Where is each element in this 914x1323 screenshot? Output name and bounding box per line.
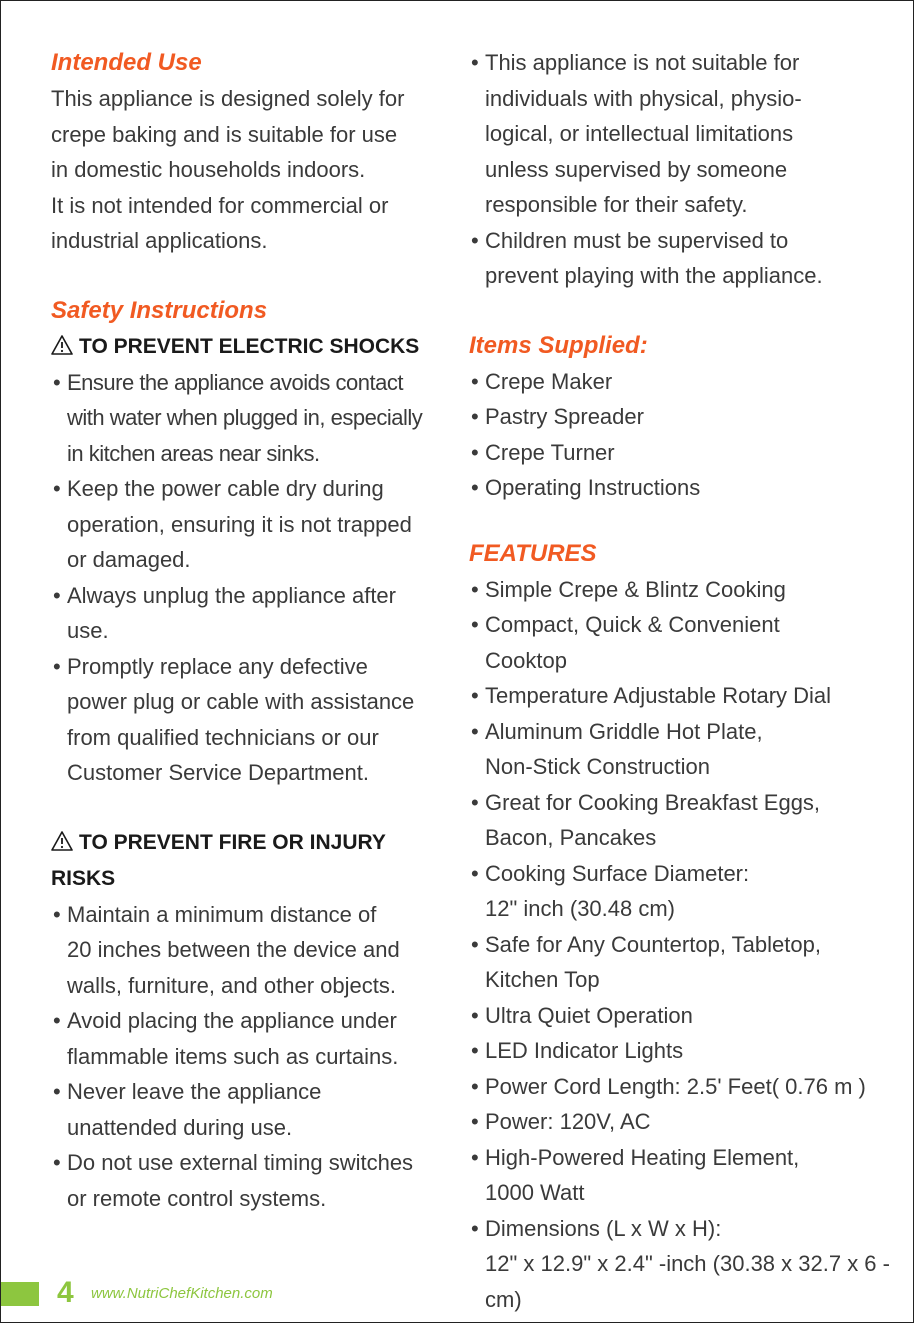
list-item: • Simple Crepe & Blintz Cooking (469, 572, 909, 608)
warning-text-continued: RISKS (51, 866, 116, 890)
list-item: • Crepe Turner (469, 435, 909, 471)
features-heading: FEATURES (469, 539, 597, 567)
list-item: • Always unplug the appliance after use. (51, 578, 451, 649)
intended-use-line: It is not intended for commercial or (51, 192, 389, 218)
page-footer (1, 1276, 401, 1310)
list-item: • Crepe Maker (469, 364, 909, 400)
intended-use-line: This appliance is designed solely for (51, 86, 405, 111)
intended-use-heading: Intended Use (51, 49, 202, 76)
list-item: • High-Powered Heating Element, 1000 Watt (469, 1140, 909, 1211)
intended-use-line: industrial applications. (51, 228, 268, 253)
list-item: • This appliance is not suitable for individuals with physical, physio- logical, or intellectual limitations unless supervised by someone responsible for their safety. (469, 45, 909, 223)
warning-icon (51, 831, 73, 851)
warning-icon (51, 335, 73, 355)
intended-use-line: crepe baking and is suitable for use (51, 121, 398, 147)
website-link[interactable]: www.NutriChefKitchen.com (91, 1285, 273, 1302)
list-item: • Compact, Quick & Convenient Cooktop (469, 607, 909, 678)
right-column (469, 45, 909, 1317)
list-item: • Temperature Adjustable Rotary Dial (469, 678, 909, 714)
list-item: • Operating Instructions (469, 470, 909, 506)
features-list (469, 572, 909, 1318)
footer-accent-bar (1, 1282, 39, 1306)
warning-text: TO PREVENT ELECTRIC SHOCKS (79, 334, 420, 358)
fire-injury-list (51, 897, 451, 1217)
safety-instructions-heading: Safety Instructions (51, 296, 268, 324)
list-item: • Never leave the appliance unattended during use. (51, 1074, 451, 1145)
items-supplied-heading: Items Supplied: (469, 331, 648, 359)
spacer (469, 294, 909, 328)
list-item: • Safe for Any Countertop, Tabletop, Kitchen Top (469, 927, 909, 998)
list-item: • Cooking Surface Diameter: 12" inch (30.48 cm) (469, 856, 909, 927)
list-item: • LED Indicator Lights (469, 1033, 909, 1069)
list-item: • Do not use external timing switches or remote control systems. (51, 1145, 451, 1216)
warning-text: TO PREVENT FIRE OR INJURY (79, 830, 386, 854)
list-item: • Power Cord Length: 2.5' Feet( 0.76 m ) (469, 1069, 909, 1105)
list-item: • Ultra Quiet Operation (469, 998, 909, 1034)
left-column (51, 45, 451, 1216)
list-item: • Promptly replace any defective power plug or cable with assistance from qualified technicians or our Customer Service Department. (51, 649, 451, 791)
list-item: • Dimensions (L x W x H): 12" x 12.9" x 2.4" -inch (30.38 x 32.7 x 6 -cm) (469, 1211, 909, 1318)
list-item: • Aluminum Griddle Hot Plate, Non-Stick Construction (469, 714, 909, 785)
list-item: • Power: 120V, AC (469, 1104, 909, 1140)
page-number: 4 (57, 1276, 74, 1309)
spacer (51, 259, 451, 293)
items-supplied-list (469, 364, 909, 506)
list-item: • Keep the power cable dry during operation, ensuring it is not trapped or damaged. (51, 471, 451, 578)
fire-injury-warning-heading (51, 825, 451, 861)
list-item: • Avoid placing the appliance under flammable items such as curtains. (51, 1003, 451, 1074)
electric-shock-list (51, 365, 451, 791)
list-item: • Great for Cooking Breakfast Eggs, Bacon, Pancakes (469, 785, 909, 856)
spacer (51, 791, 451, 825)
electric-shock-warning-heading (51, 329, 451, 365)
list-item: • Ensure the appliance avoids contact with water when plugged in, especially in kitchen areas near sinks. (51, 365, 451, 472)
list-item: • Maintain a minimum distance of 20 inches between the device and walls, furniture, and other objects. (51, 897, 451, 1004)
intended-use-line: in domestic households indoors. (51, 157, 366, 182)
list-item: • Pastry Spreader (469, 399, 909, 435)
safety-continued-list (469, 45, 909, 294)
list-item: • Children must be supervised to prevent playing with the appliance. (469, 223, 909, 294)
spacer (469, 506, 909, 536)
